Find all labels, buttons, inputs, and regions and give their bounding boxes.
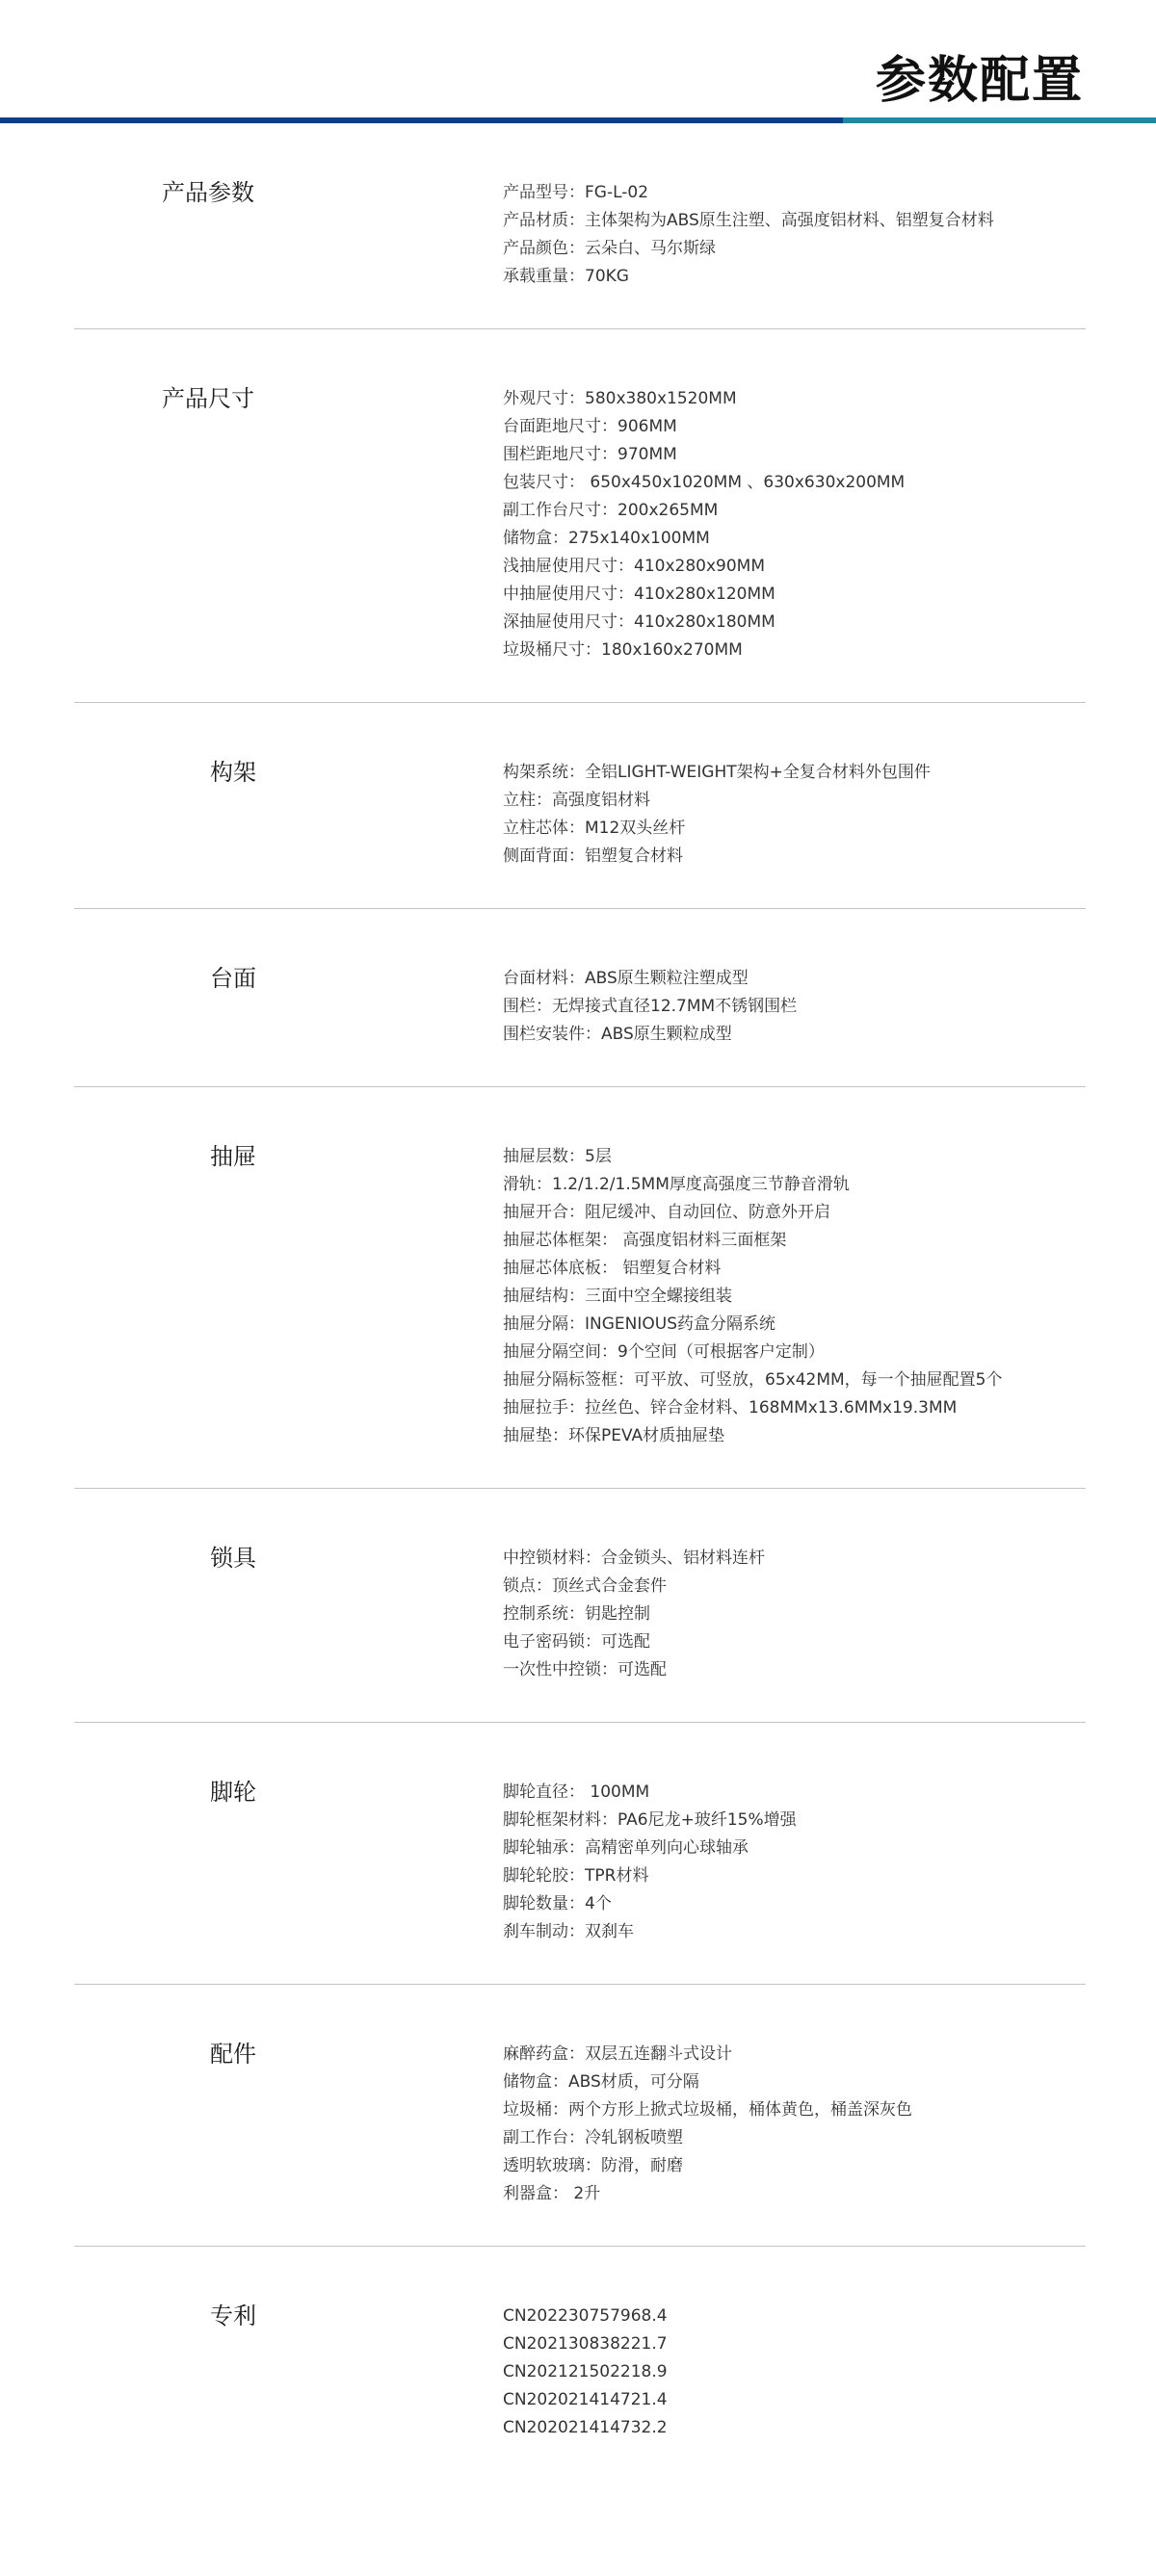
section-title: 构架 <box>210 759 256 786</box>
spec-item: 脚轮轮胶：TPR材料 <box>503 1866 649 1886</box>
spec-item: 副工作台尺寸：200x265MM <box>503 501 719 520</box>
spec-item: 脚轮框架材料：PA6尼龙+玻纤15%增强 <box>503 1810 797 1830</box>
spec-list <box>503 1545 1100 1684</box>
spec-list <box>503 385 1100 664</box>
spec-item: 构架系统：全铝LIGHT-WEIGHT架构+全复合材料外包围件 <box>503 763 931 782</box>
spec-item: 深抽屉使用尺寸：410x280x180MM <box>503 612 775 632</box>
spec-item: 围栏：无焊接式直径12.7MM不锈钢围栏 <box>503 997 798 1016</box>
spec-section-product-params <box>0 123 1156 329</box>
section-title: 配件 <box>210 2041 256 2068</box>
spec-item: CN202021414732.2 <box>503 2418 668 2437</box>
spec-item: 副工作台：冷轧钢板喷塑 <box>503 2128 683 2147</box>
spec-item: 外观尺寸：580x380x1520MM <box>503 389 737 408</box>
spec-item: 麻醉药盒：双层五连翻斗式设计 <box>503 2044 732 2064</box>
section-title: 台面 <box>210 965 256 992</box>
spec-section-accessories <box>0 1985 1156 2247</box>
spec-list <box>503 1143 1100 1450</box>
spec-section-worktop <box>0 909 1156 1087</box>
spec-list <box>503 2303 1100 2442</box>
spec-item: 储物盒：275x140x100MM <box>503 529 710 548</box>
spec-section-casters <box>0 1723 1156 1985</box>
spec-item: 侧面背面：铝塑复合材料 <box>503 846 683 866</box>
section-title: 产品尺寸 <box>162 385 254 412</box>
page-header <box>0 0 1156 125</box>
spec-section-drawers <box>0 1087 1156 1489</box>
spec-item: 抽屉芯体框架： 高强度铝材料三面框架 <box>503 1231 787 1250</box>
spec-item: 滑轨：1.2/1.2/1.5MM厚度高强度三节静音滑轨 <box>503 1175 850 1194</box>
spec-item: 围栏距地尺寸：970MM <box>503 445 677 464</box>
section-title: 专利 <box>210 2303 256 2329</box>
spec-item: 抽屉结构：三面中空全螺接组装 <box>503 1287 732 1306</box>
spec-item: 中控锁材料：合金锁头、铝材料连杆 <box>503 1548 765 1568</box>
spec-item: 围栏安装件：ABS原生颗粒成型 <box>503 1025 732 1044</box>
spec-list <box>503 179 1100 291</box>
spec-item: 浅抽屉使用尺寸：410x280x90MM <box>503 557 765 576</box>
spec-item: CN202230757968.4 <box>503 2306 668 2326</box>
spec-item: 抽屉分隔：INGENIOUS药盒分隔系统 <box>503 1314 775 1334</box>
spec-section-frame <box>0 703 1156 909</box>
spec-item: 抽屉层数：5层 <box>503 1147 612 1166</box>
spec-item: 立柱芯体：M12双头丝杆 <box>503 819 686 838</box>
spec-item: 台面材料：ABS原生颗粒注塑成型 <box>503 969 749 988</box>
spec-item: 利器盒： 2升 <box>503 2184 601 2203</box>
spec-item: 脚轮数量：4个 <box>503 1894 612 1913</box>
spec-item: 储物盒：ABS材质，可分隔 <box>503 2072 699 2092</box>
spec-item: 抽屉分隔空间：9个空间（可根据客户定制） <box>503 1342 825 1362</box>
spec-item: 产品型号：FG-L-02 <box>503 183 649 202</box>
spec-item: 一次性中控锁：可选配 <box>503 1660 667 1679</box>
spec-section-dimensions <box>0 329 1156 703</box>
section-title: 脚轮 <box>210 1779 256 1806</box>
spec-item: 抽屉开合：阻尼缓冲、自动回位、防意外开启 <box>503 1203 830 1222</box>
spec-section-patents <box>0 2247 1156 2481</box>
spec-list <box>503 759 1100 871</box>
section-title: 抽屉 <box>210 1143 256 1170</box>
spec-item: 立柱：高强度铝材料 <box>503 791 650 810</box>
spec-item: 抽屉垫：环保PEVA材质抽屉垫 <box>503 1426 725 1445</box>
spec-list <box>503 2041 1100 2208</box>
spec-sections <box>0 123 1156 2481</box>
spec-item: CN202130838221.7 <box>503 2334 668 2354</box>
spec-item: 中抽屉使用尺寸：410x280x120MM <box>503 585 775 604</box>
spec-item: 台面距地尺寸：906MM <box>503 417 677 436</box>
spec-item: 刹车制动：双刹车 <box>503 1922 634 1941</box>
spec-item: CN202021414721.4 <box>503 2390 668 2409</box>
spec-item: 垃圾桶：两个方形上掀式垃圾桶，桶体黄色，桶盖深灰色 <box>503 2100 912 2120</box>
spec-item: 产品颜色：云朵白、马尔斯绿 <box>503 239 716 258</box>
spec-item: 包装尺寸： 650x450x1020MM 、630x630x200MM <box>503 473 906 492</box>
page-title: 参数配置 <box>875 52 1084 110</box>
spec-item: 透明软玻璃：防滑，耐磨 <box>503 2156 683 2175</box>
section-title: 产品参数 <box>162 179 254 206</box>
spec-item: 抽屉芯体底板： 铝塑复合材料 <box>503 1259 722 1278</box>
spec-item: 锁点：顶丝式合金套件 <box>503 1576 667 1596</box>
spec-item: 脚轮直径： 100MM <box>503 1782 650 1802</box>
spec-item: 承载重量：70KG <box>503 267 629 286</box>
spec-item: 抽屉分隔标签框：可平放、可竖放，65x42MM，每一个抽屉配置5个 <box>503 1370 1003 1390</box>
spec-list <box>503 965 1100 1049</box>
spec-section-locks <box>0 1489 1156 1723</box>
section-title: 锁具 <box>210 1545 256 1572</box>
spec-item: CN202121502218.9 <box>503 2362 668 2381</box>
spec-item: 电子密码锁：可选配 <box>503 1632 650 1652</box>
spec-item: 产品材质：主体架构为ABS原生注塑、高强度铝材料、铝塑复合材料 <box>503 211 994 230</box>
spec-item: 脚轮轴承：高精密单列向心球轴承 <box>503 1838 749 1858</box>
spec-item: 抽屉拉手：拉丝色、锌合金材料、168MMx13.6MMx19.3MM <box>503 1398 958 1418</box>
spec-item: 垃圾桶尺寸：180x160x270MM <box>503 640 743 660</box>
spec-list <box>503 1779 1100 1946</box>
spec-item: 控制系统：钥匙控制 <box>503 1604 650 1624</box>
